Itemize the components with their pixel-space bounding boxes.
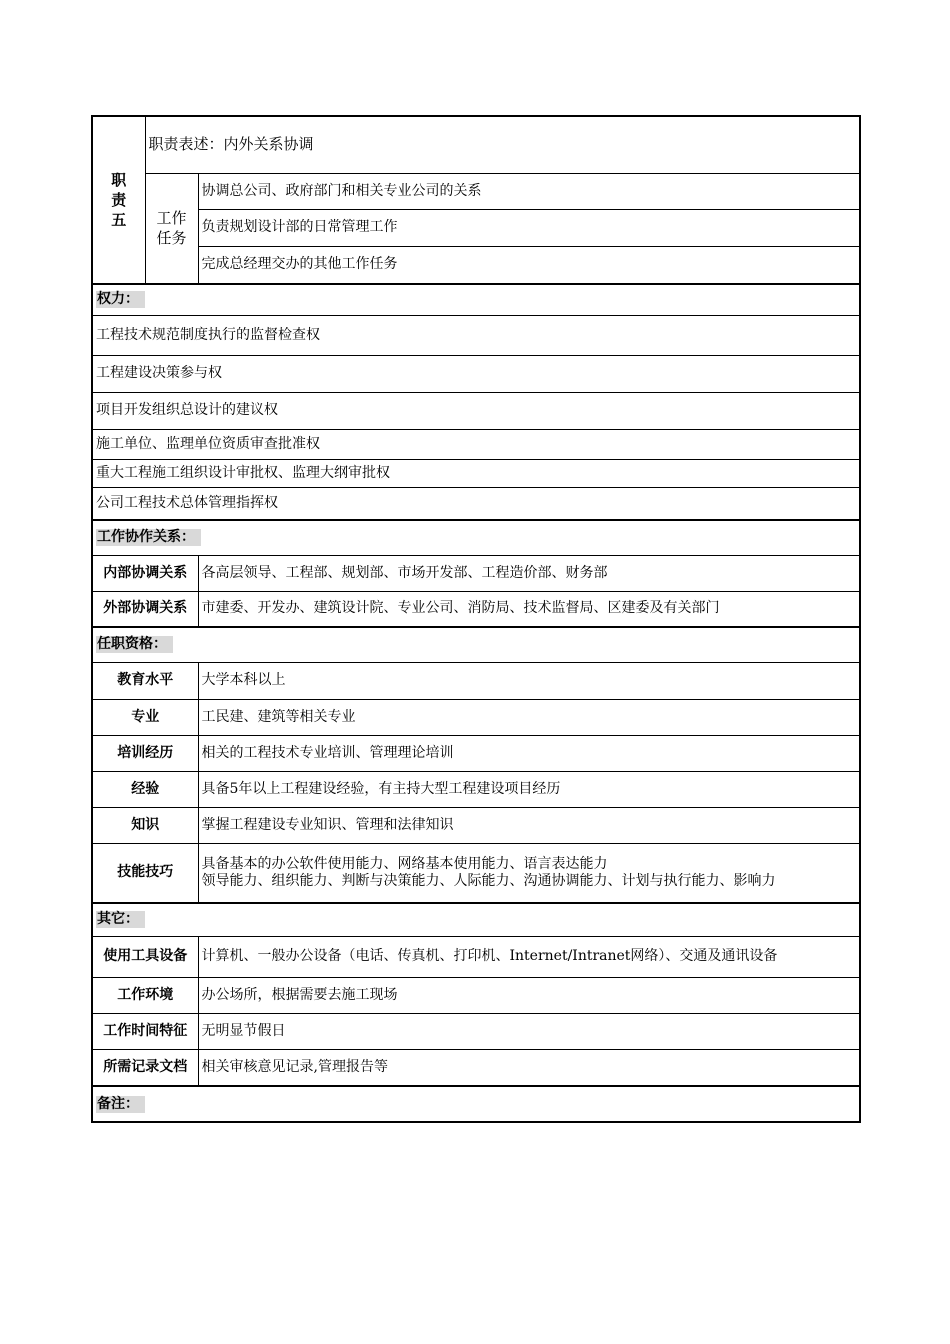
external-coordination-value: 市建委、开发办、建筑设计院、专业公司、消防局、技术监督局、区建委及有关部门 [198, 591, 860, 627]
skills-value-line: 领导能力、组织能力、判断与决策能力、人际能力、沟通协调能力、计划与执行能力、影响力 [201, 872, 776, 889]
skills-label: 技能技巧 [92, 843, 198, 903]
authority-item: 工程建设决策参与权 [92, 355, 860, 392]
duty-label-char-2: 责 [111, 191, 127, 209]
major-value: 工民建、建筑等相关专业 [198, 699, 860, 735]
major-label: 专业 [92, 699, 198, 735]
work-environment-value: 办公场所，根据需要去施工现场 [198, 977, 860, 1013]
skills-value-line: 具备基本的办公软件使用能力、网络基本使用能力、语言表达能力 [201, 855, 608, 872]
duty-label-char-3: 五 [111, 211, 127, 229]
education-label: 教育水平 [92, 662, 198, 699]
experience-label: 经验 [92, 771, 198, 807]
task-label-line-1: 工作 [156, 209, 187, 228]
qualification-section-header [92, 627, 860, 662]
records-label: 所需记录文档 [92, 1049, 198, 1086]
records-value: 相关审核意见记录,管理报告等 [198, 1049, 860, 1086]
duty-label [92, 116, 145, 284]
knowledge-value: 掌握工程建设专业知识、管理和法律知识 [198, 807, 860, 843]
training-value: 相关的工程技术专业培训、管理理论培训 [198, 735, 860, 771]
skills-value [198, 843, 860, 903]
duty-label-char-1: 职 [111, 171, 127, 189]
job-description-page [91, 115, 859, 1123]
authority-item: 重大工程施工组织设计审批权、监理大纲审批权 [92, 459, 860, 487]
authority-title: 权力： [96, 291, 145, 308]
qualification-title: 任职资格： [96, 636, 173, 653]
training-label: 培训经历 [92, 735, 198, 771]
knowledge-label: 知识 [92, 807, 198, 843]
external-coordination-label: 外部协调关系 [92, 591, 198, 627]
work-time-label: 工作时间特征 [92, 1013, 198, 1049]
other-title: 其它： [96, 911, 145, 928]
authority-item: 公司工程技术总体管理指挥权 [92, 487, 860, 520]
authority-item: 施工单位、监理单位资质审查批准权 [92, 429, 860, 459]
task-label-line-2: 任务 [156, 229, 187, 248]
experience-value: 具备5年以上工程建设经验，有主持大型工程建设项目经历 [198, 771, 860, 807]
remarks-section-header [92, 1086, 860, 1122]
task-item: 完成总经理交办的其他工作任务 [198, 246, 860, 284]
education-value: 大学本科以上 [198, 662, 860, 699]
internal-coordination-value: 各高层领导、工程部、规划部、市场开发部、工程造价部、财务部 [198, 555, 860, 591]
task-item: 负责规划设计部的日常管理工作 [198, 209, 860, 246]
work-time-value: 无明显节假日 [198, 1013, 860, 1049]
remarks-title: 备注： [96, 1096, 145, 1113]
task-item: 协调总公司、政府部门和相关专业公司的关系 [198, 173, 860, 209]
other-section-header [92, 903, 860, 936]
tools-value: 计算机、一般办公设备（电话、传真机、打印机、Internet/Intranet网络）、交通及通讯设备 [198, 936, 860, 977]
task-label [145, 173, 198, 284]
authority-item: 工程技术规范制度执行的监督检查权 [92, 315, 860, 355]
cooperation-section-header [92, 520, 860, 555]
internal-coordination-label: 内部协调关系 [92, 555, 198, 591]
duty-description: 职责表述：内外关系协调 [145, 116, 860, 173]
authority-section-header [92, 284, 860, 315]
work-environment-label: 工作环境 [92, 977, 198, 1013]
job-description-table [91, 115, 861, 1123]
cooperation-title: 工作协作关系： [96, 529, 201, 546]
tools-label: 使用工具设备 [92, 936, 198, 977]
authority-item: 项目开发组织总设计的建议权 [92, 392, 860, 429]
